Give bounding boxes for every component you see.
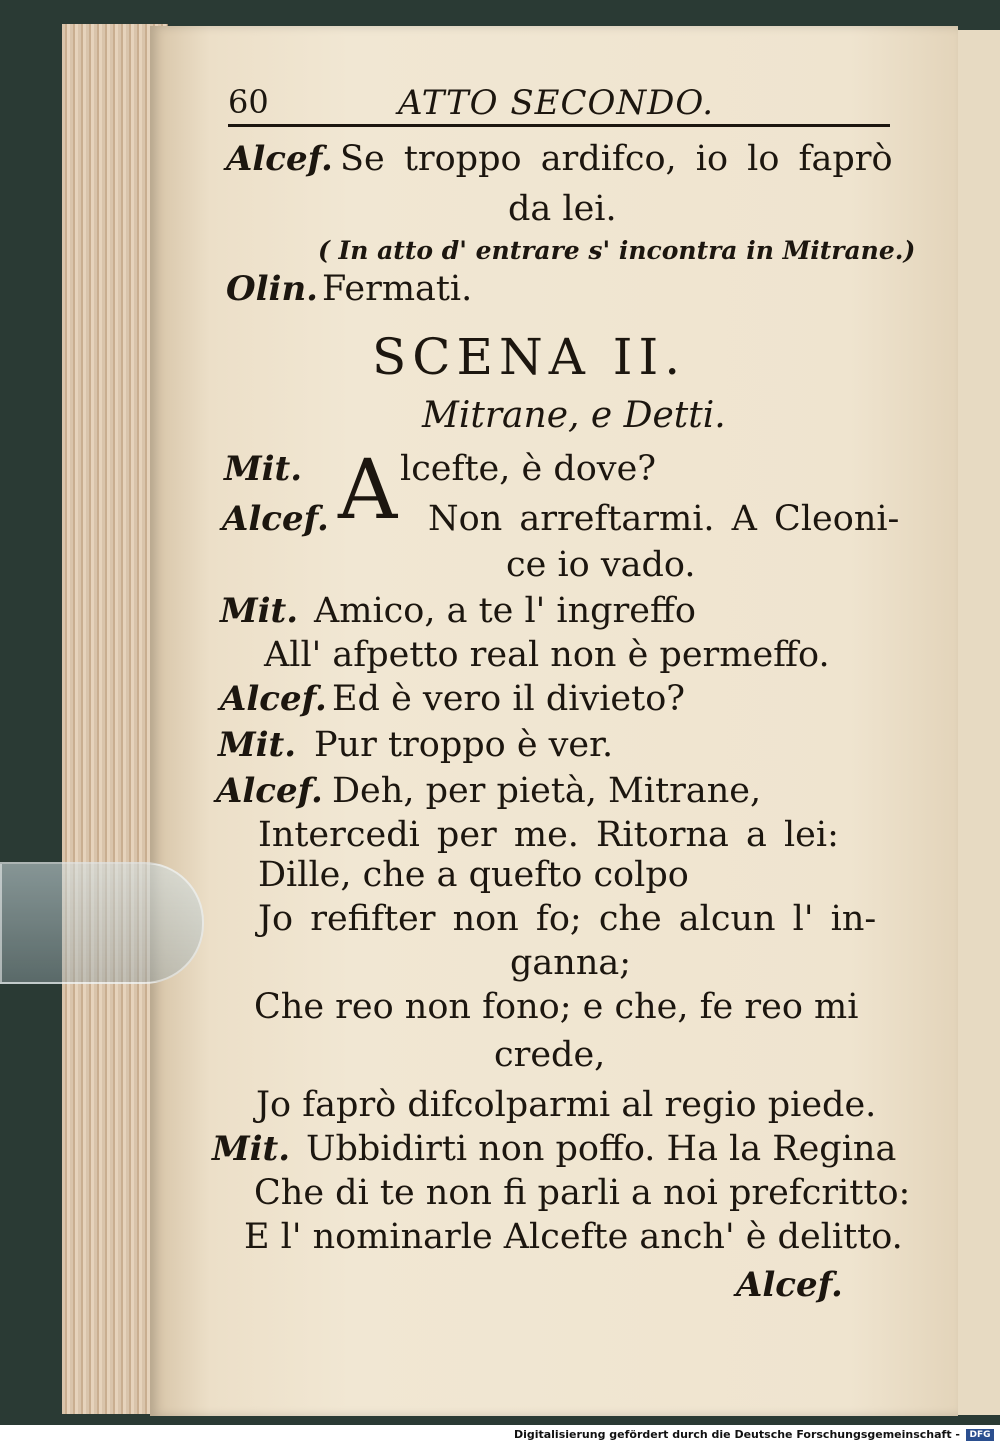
verse-line: Se troppo ardifco, io lo faprò (340, 139, 893, 179)
verse-line: Jo refifter non fo; che alcun l' in- (258, 899, 877, 939)
verse-line: Che di te non fi parli a noi prefcritto: (254, 1173, 911, 1213)
verse-line: Ed è vero il divieto? (332, 679, 686, 719)
scene-heading: SCENA II. (372, 328, 687, 386)
verse-line: Jo faprò difcolparmi al regio piede. (256, 1085, 877, 1125)
verse-line: crede, (494, 1035, 606, 1075)
verse-line: ce io vado. (506, 545, 696, 585)
speaker-label: Alcef. (220, 679, 327, 719)
verse-line: Deh, per pietà, Mitrane, (332, 771, 762, 811)
funding-credit: Digitalisierung gefördert durch die Deutsche Forschungsgemeinschaft - (513, 1428, 960, 1441)
speaker-label: Mit. (212, 1129, 291, 1169)
verse-line: da lei. (508, 189, 617, 229)
verse-line: E l' nominarle Alcefte anch' è delitto. (244, 1217, 903, 1257)
verse-line: Dille, che a quefto colpo (258, 855, 689, 895)
verse-line: Ubbidirti non poffo. Ha la Regina (306, 1129, 897, 1169)
header-rule (228, 124, 890, 127)
speaker-label: Mit. (220, 591, 299, 631)
speaker-label: Alcef. (226, 139, 333, 179)
verse-line: Amico, a te l' ingreffo (314, 591, 696, 631)
verse-line: Fermati. (322, 269, 473, 309)
speaker-label: Olin. (226, 269, 319, 309)
facing-page-edge (955, 30, 1000, 1415)
verse-line: Che reo non fono; e che, fe reo mi (254, 987, 859, 1027)
verse-line: Non arreftarmi. A Cleoni- (428, 499, 900, 539)
running-title: ATTO SECONDO. (398, 83, 715, 123)
speaker-label: Alcef. (216, 771, 323, 811)
verse-line: Intercedi per me. Ritorna a lei: (258, 815, 839, 855)
speaker-label: Mit. (224, 449, 303, 489)
catchword: Alcef. (736, 1265, 843, 1305)
verse-line: ganna; (510, 943, 632, 983)
drop-capital: A (338, 443, 398, 538)
verse-line: All' afpetto real non è permeffo. (264, 635, 830, 675)
verse-line: Pur troppo è ver. (314, 725, 614, 765)
page-number: 60 (228, 83, 269, 121)
dfg-logo: DFG (966, 1429, 994, 1441)
scene-characters: Mitrane, e Detti. (422, 395, 726, 436)
verse-line: lcefte, è dove? (400, 449, 657, 489)
glass-page-holder (0, 862, 204, 984)
speaker-label: Alcef. (222, 499, 329, 539)
speaker-label: Mit. (218, 725, 297, 765)
stage-direction: ( In atto d' entrare s' incontra in Mitrane.) (318, 236, 916, 265)
